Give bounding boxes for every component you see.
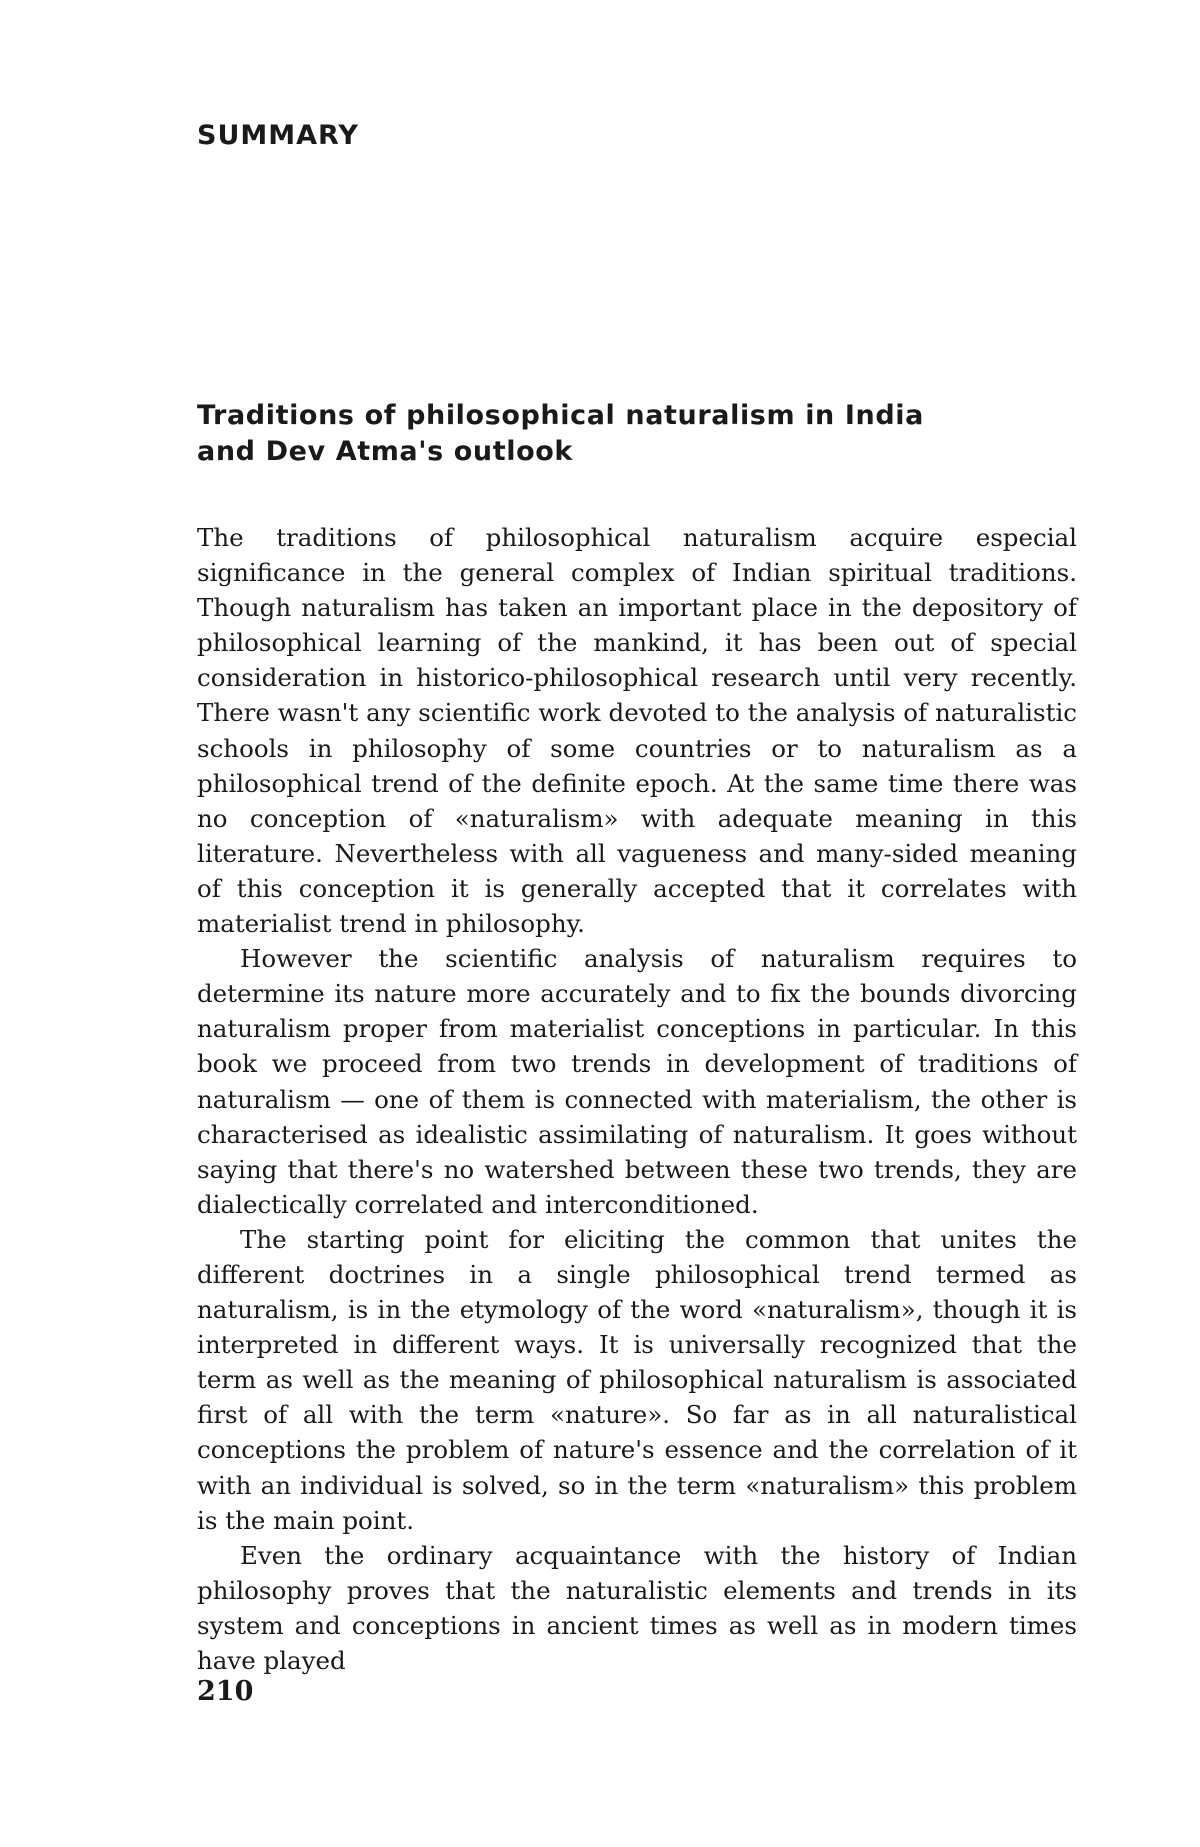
paragraph-3: The starting point for eliciting the common that unites the different doctrines in a single philosophical trend termed as naturalism, is in the etymology of the word «naturalism», though it is interpreted in different ways. It is universally recognized that the term as well as the meaning of philosophical naturalism is associated first of all with the term «nature». So far as in all naturalistical conceptions the problem of nature's essence and the correlation of it with an individual is solved, so in the term «naturalism» this problem is the main point. <box>197 1224 1077 1535</box>
body-text <box>197 520 1077 1678</box>
paragraph-1: The traditions of philosophical naturalism acquire especial significance in the general complex of Indian spiritual traditions. Though naturalism has taken an important place in the depository of philosophical learning of the mankind, it has been out of special consideration in historico-philosophical research until very recently. There wasn't any scientific work devoted to the analysis of naturalistic schools in philosophy of some countries or to naturalism as a philosophical trend of the definite epoch. At the same time there was no conception of «naturalism» with adequate meaning in this literature. Nevertheless with all vagueness and many-sided meaning of this conception it is generally accepted that it correlates with materialist trend in philosophy. <box>197 523 1077 939</box>
paragraph-2: However the scientific analysis of naturalism requires to determine its nature more accurately and to fix the bounds divorcing naturalism proper from materialist conceptions in particular. In this book we proceed from two trends in development of traditions of naturalism — one of them is connected with materialism, the other is characterised as idealistic assimilating of naturalism. It goes without saying that there's no watershed between these two trends, they are dialectically correlated and interconditioned. <box>197 944 1077 1219</box>
chapter-title <box>197 398 1077 470</box>
paragraph-4: Even the ordinary acquaintance with the history of Indian philosophy proves that the naturalistic elements and trends in its system and conceptions in ancient times as well as in modern times have played <box>197 1540 1077 1675</box>
chapter-title-line-2: and Dev Atma's outlook <box>197 436 573 467</box>
chapter-title-line-1: Traditions of philosophical naturalism in India <box>197 400 924 431</box>
running-head: SUMMARY <box>197 120 359 151</box>
page-number: 210 <box>197 1676 254 1707</box>
